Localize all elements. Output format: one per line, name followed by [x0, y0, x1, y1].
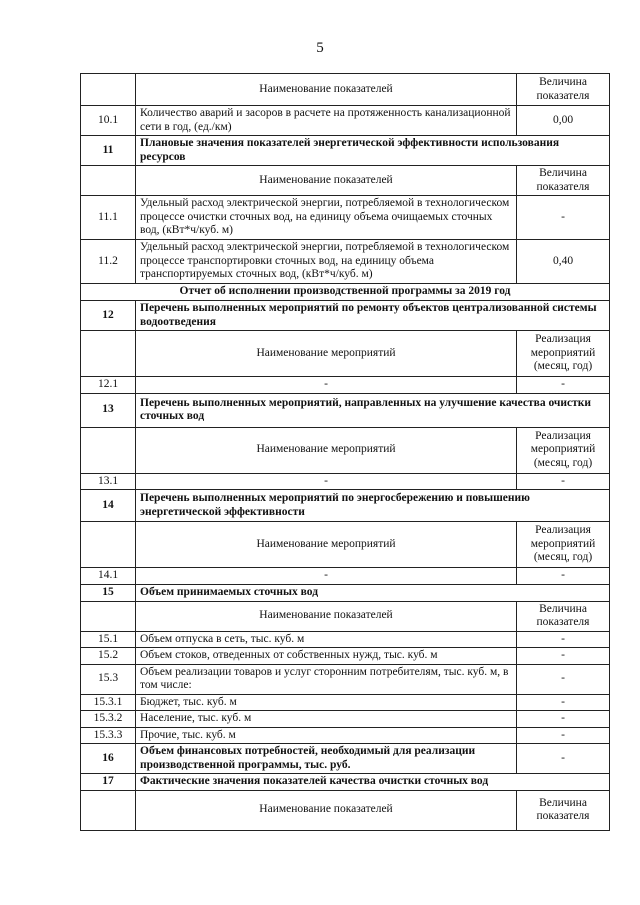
table-row	[81, 727, 610, 744]
row-number	[81, 601, 136, 631]
table-row	[81, 568, 610, 585]
table-row	[81, 648, 610, 665]
table-row	[81, 301, 610, 331]
row-number	[81, 522, 136, 568]
report-heading: Отчет об исполнении производственной программы за 2019 год	[81, 284, 610, 301]
indicator-name: Объем стоков, отведенных от собственных нужд, тыс. куб. м	[136, 648, 517, 665]
section-number: 11	[81, 136, 136, 166]
column-header-name: Наименование мероприятий	[136, 522, 517, 568]
section-title: Перечень выполненных мероприятий по ремонту объектов централизованной системы водоотведения	[136, 301, 610, 331]
section-number: 12	[81, 301, 136, 331]
table-row	[81, 284, 610, 301]
page-number: 5	[316, 40, 324, 56]
indicator-name: Объем реализации товаров и услуг сторонним потребителям, тыс. куб. м, в том числе:	[136, 664, 517, 694]
table-row	[81, 744, 610, 774]
section-number: 17	[81, 774, 136, 791]
indicator-name: Бюджет, тыс. куб. м	[136, 694, 517, 711]
indicator-value: -	[517, 664, 610, 694]
column-header-value: Реализация мероприятий (месяц, год)	[517, 427, 610, 473]
indicator-name: Объем финансовых потребностей, необходимый для реализации производственной программы, тыс. руб.	[136, 744, 517, 774]
table-row	[81, 393, 610, 427]
row-number: 10.1	[81, 106, 136, 136]
table-row	[81, 240, 610, 284]
indicator-value: -	[517, 473, 610, 490]
indicator-name: Удельный расход электрической энергии, потребляемой в технологическом процессе транспортировки сточных вод, на единицу объема транспортируемых сточных вод, (кВт*ч/куб. м)	[136, 240, 517, 284]
row-number	[81, 790, 136, 830]
column-header-name: Наименование показателей	[136, 601, 517, 631]
indicator-value: -	[517, 568, 610, 585]
table-row	[81, 331, 610, 377]
table-row	[81, 106, 610, 136]
row-number: 13.1	[81, 473, 136, 490]
column-header-value: Величина показателя	[517, 166, 610, 196]
column-header-name: Наименование мероприятий	[136, 427, 517, 473]
row-number	[81, 427, 136, 473]
table-row	[81, 473, 610, 490]
indicator-value: -	[517, 631, 610, 648]
row-number: 11.2	[81, 240, 136, 284]
indicator-value: -	[517, 196, 610, 240]
table-row	[81, 136, 610, 166]
indicator-value: -	[517, 648, 610, 665]
table-row	[81, 711, 610, 728]
section-title: Перечень выполненных мероприятий, направленных на улучшение качества очистки сточных вод	[136, 393, 610, 427]
row-number: 11.1	[81, 196, 136, 240]
row-number: 15.3.2	[81, 711, 136, 728]
table-row	[81, 427, 610, 473]
indicator-name: Население, тыс. куб. м	[136, 711, 517, 728]
indicator-name: Количество аварий и засоров в расчете на протяженность канализационной сети в год, (ед./км)	[136, 106, 517, 136]
column-header-value: Реализация мероприятий (месяц, год)	[517, 522, 610, 568]
section-title: Перечень выполненных мероприятий по энергосбережению и повышению энергетической эффективности	[136, 490, 610, 522]
table-row	[81, 74, 610, 106]
row-number: 15.3.1	[81, 694, 136, 711]
table-row	[81, 377, 610, 394]
section-title: Фактические значения показателей качества очистки сточных вод	[136, 774, 610, 791]
indicator-value: -	[517, 711, 610, 728]
section-number: 15	[81, 584, 136, 601]
table-row	[81, 196, 610, 240]
row-number	[81, 74, 136, 106]
table-row	[81, 694, 610, 711]
column-header-value: Величина показателя	[517, 601, 610, 631]
row-number	[81, 331, 136, 377]
table-row	[81, 631, 610, 648]
row-number: 15.3.3	[81, 727, 136, 744]
indicator-name: Прочие, тыс. куб. м	[136, 727, 517, 744]
indicators-table	[80, 73, 610, 831]
table-row	[81, 490, 610, 522]
row-number: 14.1	[81, 568, 136, 585]
indicator-value: -	[517, 727, 610, 744]
table-row	[81, 790, 610, 830]
column-header-name: Наименование показателей	[136, 166, 517, 196]
column-header-value: Величина показателя	[517, 74, 610, 106]
indicator-value: -	[517, 694, 610, 711]
row-number: 15.2	[81, 648, 136, 665]
row-number	[81, 166, 136, 196]
indicator-value: 0,00	[517, 106, 610, 136]
section-title: Объем принимаемых сточных вод	[136, 584, 610, 601]
indicator-name: -	[136, 568, 517, 585]
indicator-name: -	[136, 377, 517, 394]
column-header-value: Величина показателя	[517, 790, 610, 830]
table-row	[81, 664, 610, 694]
section-number: 14	[81, 490, 136, 522]
column-header-name: Наименование показателей	[136, 74, 517, 106]
row-number: 15.3	[81, 664, 136, 694]
indicator-value: 0,40	[517, 240, 610, 284]
table-row	[81, 166, 610, 196]
row-number: 16	[81, 744, 136, 774]
indicator-value: -	[517, 377, 610, 394]
indicator-name: -	[136, 473, 517, 490]
column-header-value: Реализация мероприятий (месяц, год)	[517, 331, 610, 377]
section-number: 13	[81, 393, 136, 427]
table-row	[81, 522, 610, 568]
indicator-name: Объем отпуска в сеть, тыс. куб. м	[136, 631, 517, 648]
row-number: 15.1	[81, 631, 136, 648]
table-row	[81, 584, 610, 601]
section-title: Плановые значения показателей энергетической эффективности использования ресурсов	[136, 136, 610, 166]
table-row	[81, 601, 610, 631]
column-header-name: Наименование мероприятий	[136, 331, 517, 377]
indicator-value: -	[517, 744, 610, 774]
column-header-name: Наименование показателей	[136, 790, 517, 830]
row-number: 12.1	[81, 377, 136, 394]
table-row	[81, 774, 610, 791]
indicator-name: Удельный расход электрической энергии, потребляемой в технологическом процессе очистки сточных вод, на единицу объема очищаемых сточных вод, (кВт*ч/куб. м)	[136, 196, 517, 240]
